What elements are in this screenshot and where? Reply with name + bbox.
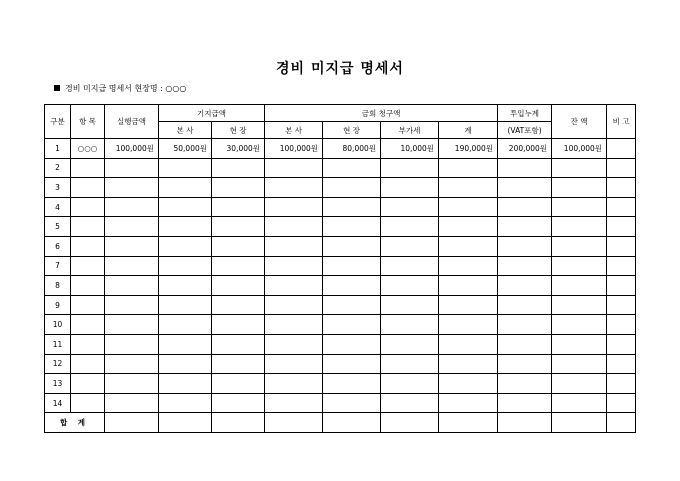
table-row [45,315,636,335]
cell-gh_bonsa[interactable] [265,158,323,178]
site-name-line [54,83,186,94]
cell-giji_bonsa[interactable] [159,374,212,394]
cell-janaek[interactable]: 100,000원 [552,139,607,159]
cell-item[interactable] [71,217,105,237]
cell-gh_hyeonjang[interactable] [323,354,381,374]
cell-gh_hyeonjang[interactable] [323,256,381,276]
cell-gh_gye[interactable] [439,197,498,217]
cell-gh_bonsa[interactable] [265,374,323,394]
cell-gh_gye[interactable]: 190,000원 [439,139,498,159]
cell-bigo[interactable] [607,158,636,178]
table-row [45,393,636,413]
cell-gh_vat[interactable] [381,158,439,178]
cell-silhaeng[interactable] [105,236,159,256]
cell-janaek[interactable] [552,393,607,413]
cell-item[interactable] [71,315,105,335]
table-row [45,139,636,159]
cell-tuip[interactable] [498,374,552,394]
cell-item[interactable] [71,334,105,354]
cell-gh_bonsa[interactable] [265,334,323,354]
cell-gh_hyeonjang[interactable] [323,276,381,296]
expense-table [44,104,636,433]
cell-giji_hyeonjang[interactable] [212,374,265,394]
document-title: 경비 미지급 명세서 [276,61,404,77]
table-cell[interactable] [105,413,159,433]
header-paid-site: 현 장 [212,122,265,139]
cell-gh_bonsa[interactable] [265,217,323,237]
cell-giji_bonsa[interactable] [159,158,212,178]
cell-no: 7 [45,256,71,276]
cell-giji_bonsa[interactable] [159,236,212,256]
cell-gh_hyeonjang[interactable] [323,217,381,237]
total-label: 합 계 [45,413,105,433]
cell-item[interactable] [71,354,105,374]
cell-gh_gye[interactable] [439,158,498,178]
header-claim-vat: 부가세 [381,122,439,139]
cell-gh_hyeonjang[interactable] [323,158,381,178]
cell-giji_bonsa[interactable] [159,315,212,335]
cell-gh_bonsa[interactable] [265,256,323,276]
cell-gh_hyeonjang[interactable]: 80,000원 [323,139,381,159]
table-row [45,158,636,178]
table-cell[interactable] [439,413,498,433]
cell-janaek[interactable] [552,158,607,178]
cell-gh_bonsa[interactable] [265,315,323,335]
cell-item[interactable] [71,178,105,198]
cell-gh_bonsa[interactable] [265,178,323,198]
cell-item[interactable] [71,276,105,296]
cell-gh_gye[interactable] [439,217,498,237]
cell-silhaeng[interactable] [105,197,159,217]
cell-silhaeng[interactable] [105,315,159,335]
cell-bigo[interactable] [607,295,636,315]
cell-gh_vat[interactable] [381,256,439,276]
cell-gh_gye[interactable] [439,315,498,335]
cell-janaek[interactable] [552,197,607,217]
cell-giji_hyeonjang[interactable] [212,217,265,237]
table-row [45,354,636,374]
cell-giji_hyeonjang[interactable] [212,256,265,276]
header-balance: 잔 액 [552,105,607,139]
table-cell[interactable] [265,413,323,433]
cell-tuip[interactable] [498,236,552,256]
cell-giji_bonsa[interactable] [159,256,212,276]
cell-gh_gye[interactable] [439,393,498,413]
header-remarks: 비 고 [607,105,636,139]
cell-gh_bonsa[interactable] [265,236,323,256]
cell-giji_hyeonjang[interactable]: 30,000원 [212,139,265,159]
cell-no: 9 [45,295,71,315]
cell-gh_gye[interactable] [439,256,498,276]
cell-gh_gye[interactable] [439,334,498,354]
cell-gh_hyeonjang[interactable] [323,315,381,335]
cell-gh_vat[interactable] [381,374,439,394]
table-cell[interactable] [212,413,265,433]
cell-item[interactable] [71,236,105,256]
cell-item[interactable] [71,158,105,178]
cell-silhaeng[interactable] [105,334,159,354]
cell-giji_bonsa[interactable] [159,178,212,198]
cell-giji_bonsa[interactable] [159,393,212,413]
cell-gh_gye[interactable] [439,354,498,374]
cell-no: 3 [45,178,71,198]
cell-gh_gye[interactable] [439,295,498,315]
cell-janaek[interactable] [552,236,607,256]
cell-giji_hyeonjang[interactable] [212,354,265,374]
cell-tuip[interactable] [498,158,552,178]
header-execution-amount: 실행금액 [105,105,159,139]
cell-gh_vat[interactable] [381,178,439,198]
cell-silhaeng[interactable] [105,256,159,276]
cell-giji_hyeonjang[interactable] [212,393,265,413]
cell-silhaeng[interactable] [105,374,159,394]
cell-no: 4 [45,197,71,217]
cell-silhaeng[interactable] [105,217,159,237]
cell-giji_bonsa[interactable]: 50,000원 [159,139,212,159]
cell-item[interactable] [71,393,105,413]
table-row [45,374,636,394]
cell-gh_vat[interactable] [381,315,439,335]
cell-giji_hyeonjang[interactable] [212,315,265,335]
cell-no: 14 [45,393,71,413]
cell-no: 10 [45,315,71,335]
cell-silhaeng[interactable] [105,178,159,198]
cell-no: 2 [45,158,71,178]
cell-gh_vat[interactable] [381,217,439,237]
cell-gh_gye[interactable] [439,276,498,296]
cell-gh_bonsa[interactable]: 100,000원 [265,139,323,159]
header-item: 항 목 [71,105,105,139]
cell-no: 11 [45,334,71,354]
table-cell[interactable] [381,413,439,433]
cell-janaek[interactable] [552,315,607,335]
cell-bigo[interactable] [607,354,636,374]
cell-giji_bonsa[interactable] [159,354,212,374]
cell-tuip[interactable] [498,178,552,198]
cell-tuip[interactable] [498,295,552,315]
cell-gh_bonsa[interactable] [265,354,323,374]
table-cell[interactable] [323,413,381,433]
cell-bigo[interactable] [607,256,636,276]
cell-item[interactable] [71,295,105,315]
cell-silhaeng[interactable] [105,393,159,413]
header-claim-site: 현 장 [323,122,381,139]
cell-gh_hyeonjang[interactable] [323,295,381,315]
cell-bigo[interactable] [607,178,636,198]
cell-gh_vat[interactable] [381,393,439,413]
cell-silhaeng[interactable] [105,158,159,178]
table-cell[interactable] [552,413,607,433]
cell-gh_vat[interactable]: 10,000원 [381,139,439,159]
cell-silhaeng[interactable] [105,276,159,296]
cell-no: 8 [45,276,71,296]
cell-janaek[interactable] [552,276,607,296]
cell-giji_bonsa[interactable] [159,217,212,237]
cell-janaek[interactable] [552,334,607,354]
cell-item[interactable]: ○○○ [71,139,105,159]
square-bullet-icon [54,85,60,91]
cell-gh_bonsa[interactable] [265,197,323,217]
cell-giji_bonsa[interactable] [159,334,212,354]
cell-bigo[interactable] [607,393,636,413]
table-cell[interactable] [607,413,636,433]
table-row [45,256,636,276]
cell-bigo[interactable] [607,236,636,256]
cell-bigo[interactable] [607,334,636,354]
cell-tuip[interactable] [498,354,552,374]
cell-bigo[interactable] [607,139,636,159]
cell-gh_bonsa[interactable] [265,276,323,296]
cell-gh_vat[interactable] [381,276,439,296]
cell-giji_hyeonjang[interactable] [212,236,265,256]
header-paid-headoffice: 본 사 [159,122,212,139]
cell-gh_vat[interactable] [381,354,439,374]
cell-tuip[interactable] [498,197,552,217]
cell-silhaeng[interactable]: 100,000원 [105,139,159,159]
cell-giji_bonsa[interactable] [159,197,212,217]
table-cell[interactable] [498,413,552,433]
header-cumulative-vat: (VAT포함) [498,122,552,139]
cell-janaek[interactable] [552,178,607,198]
cell-item[interactable] [71,374,105,394]
cell-giji_hyeonjang[interactable] [212,276,265,296]
cell-gh_vat[interactable] [381,295,439,315]
cell-bigo[interactable] [607,315,636,335]
table-row [45,197,636,217]
cell-giji_hyeonjang[interactable] [212,334,265,354]
cell-bigo[interactable] [607,374,636,394]
cell-gh_gye[interactable] [439,374,498,394]
cell-no: 13 [45,374,71,394]
cell-janaek[interactable] [552,374,607,394]
cell-no: 12 [45,354,71,374]
cell-item[interactable] [71,197,105,217]
header-claim-total: 계 [439,122,498,139]
cell-gh_bonsa[interactable] [265,295,323,315]
table-row [45,236,636,256]
cell-janaek[interactable] [552,217,607,237]
cell-tuip[interactable] [498,256,552,276]
header-current-claim: 금회 청구액 [265,105,498,122]
cell-gh_hyeonjang[interactable] [323,334,381,354]
table-row [45,295,636,315]
header-paid-amount: 기지급액 [159,105,265,122]
cell-gh_hyeonjang[interactable] [323,236,381,256]
site-name-label: 경비 미지급 명세서 현장명 : ○○○ [65,84,187,93]
cell-tuip[interactable] [498,315,552,335]
cell-tuip[interactable] [498,393,552,413]
table-row [45,334,636,354]
cell-janaek[interactable] [552,354,607,374]
cell-gh_vat[interactable] [381,334,439,354]
table-cell[interactable] [159,413,212,433]
cell-gh_gye[interactable] [439,236,498,256]
cell-item[interactable] [71,256,105,276]
cell-giji_bonsa[interactable] [159,295,212,315]
cell-janaek[interactable] [552,256,607,276]
cell-gh_hyeonjang[interactable] [323,374,381,394]
cell-gh_vat[interactable] [381,197,439,217]
cell-bigo[interactable] [607,217,636,237]
cell-giji_hyeonjang[interactable] [212,158,265,178]
cell-tuip[interactable] [498,276,552,296]
cell-no: 5 [45,217,71,237]
cell-tuip[interactable]: 200,000원 [498,139,552,159]
cell-giji_hyeonjang[interactable] [212,295,265,315]
cell-silhaeng[interactable] [105,354,159,374]
cell-janaek[interactable] [552,295,607,315]
cell-bigo[interactable] [607,197,636,217]
table-row [45,217,636,237]
cell-tuip[interactable] [498,334,552,354]
cell-silhaeng[interactable] [105,295,159,315]
cell-tuip[interactable] [498,217,552,237]
cell-gh_hyeonjang[interactable] [323,178,381,198]
header-claim-headoffice: 본 사 [265,122,323,139]
cell-no: 6 [45,236,71,256]
cell-giji_hyeonjang[interactable] [212,197,265,217]
cell-gh_gye[interactable] [439,178,498,198]
cell-no: 1 [45,139,71,159]
table-row [45,276,636,296]
cell-bigo[interactable] [607,276,636,296]
header-cumulative: 투입누계 [498,105,552,122]
cell-gh_hyeonjang[interactable] [323,393,381,413]
cell-gh_hyeonjang[interactable] [323,197,381,217]
cell-giji_bonsa[interactable] [159,276,212,296]
cell-giji_hyeonjang[interactable] [212,178,265,198]
table-row [45,178,636,198]
cell-gh_vat[interactable] [381,236,439,256]
cell-gh_bonsa[interactable] [265,393,323,413]
header-gubun: 구분 [45,105,71,139]
